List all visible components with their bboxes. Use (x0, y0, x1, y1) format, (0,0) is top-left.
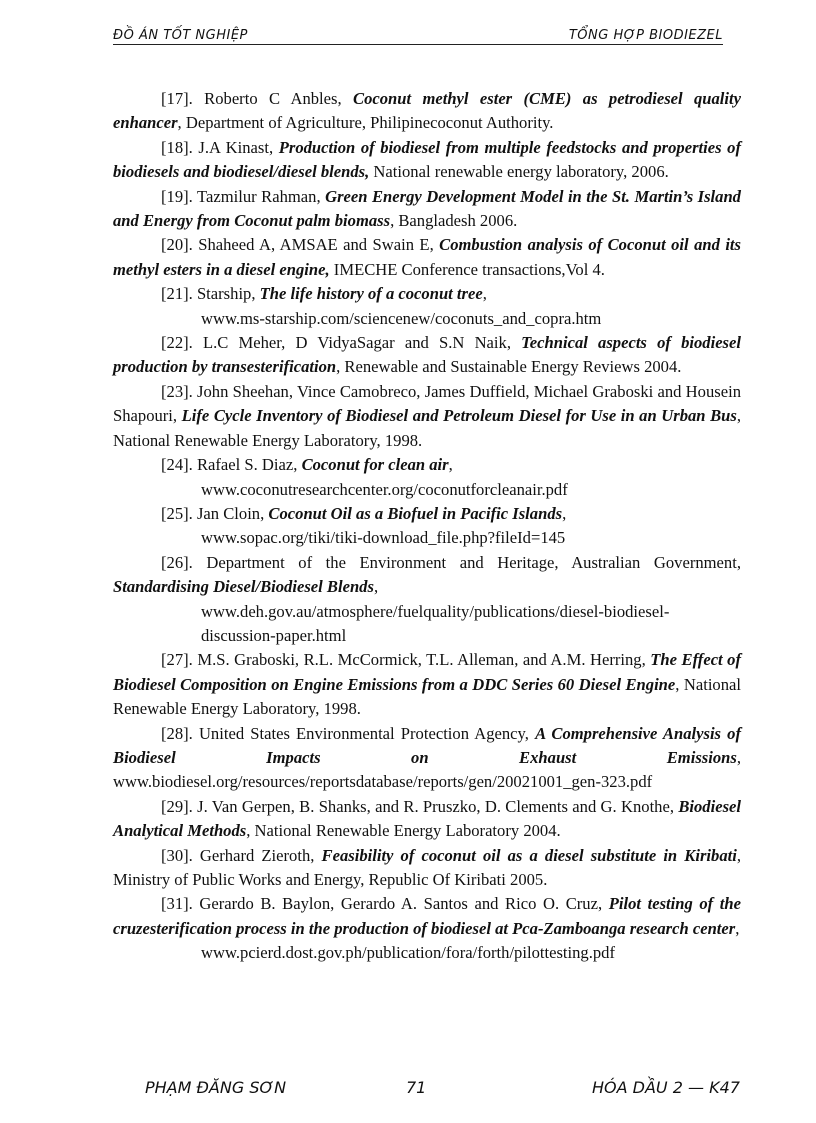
reference-title: The Effect of Biodiesel Composition on Engine Emissions from a DDC Series 60 Diesel Engine (113, 650, 741, 694)
reference-title: Biodiesel Analytical Methods (113, 796, 742, 841)
reference-url: www.coconutresearchcenter.org/coconutforcleanair.pdf (201, 479, 568, 499)
reference-item: [25]. Jan Cloin, Coconut Oil as a Biofuel in Pacific Islands, www.sopac.org/tiki/tiki-download_file.php?fileId=145 (113, 502, 741, 551)
reference-title: Coconut Oil as a Biofuel in Pacific Islands (268, 503, 563, 523)
reference-item: [24]. Rafael S. Diaz, Coconut for clean air, www.coconutresearchcenter.org/coconutforcleanair.pdf (113, 453, 741, 502)
reference-item: [19]. Tazmilur Rahman, Green Energy Development Model in the St. Martin’s Island and Energy from Coconut palm biomass, Bangladesh 2006. (113, 186, 741, 231)
reference-item: [22]. L.C Meher, D VidyaSagar and S.N Naik, Technical aspects of biodiesel production by transesterification, Renewable and Sustainable Energy Reviews 2004. (113, 333, 741, 377)
reference-item: [28]. United States Environmental Protection Agency, A Comprehensive Analysis of Biodiesel Impacts on Exhaust Emissions, www.biodiesel.org/resources/reportsdatabase/reports/gen/20021001_gen-323.pdf (113, 723, 741, 792)
reference-title: Technical aspects of biodiesel production by transesterification (113, 333, 741, 377)
reference-item: [31]. Gerardo B. Baylon, Gerardo A. Santos and Rico O. Cruz, Pilot testing of the cruzesterification process in the production of biodiesel at Pca-Zamboanga research center, www.pcierd.dost.gov.ph/publication/fora/forth/pilottesting.pdf (113, 892, 741, 965)
reference-item: [18]. J.A Kinast, Production of biodiesel from multiple feedstocks and properties of biodiesels and biodiesel/diesel blends, National renewable energy laboratory, 2006. (113, 137, 741, 182)
footer-author: PHẠM ĐĂNG SƠN (145, 1078, 287, 1097)
reference-title: Coconut for clean air (301, 455, 449, 475)
footer-class: HÓA DẦU 2 — K47 (592, 1078, 740, 1097)
header-right-title: TỔNG HỢP BIODIEZEL (568, 28, 723, 43)
reference-url: www.sopac.org/tiki/tiki-download_file.php?fileId=145 (201, 528, 566, 548)
reference-title: A Comprehensive Analysis of Biodiesel Impacts on Exhaust Emissions (113, 723, 741, 767)
reference-title: Coconut methyl ester (CME) as petrodiesel quality enhancer (113, 89, 741, 133)
reference-title: Combustion analysis of Coconut oil and its methyl esters in a diesel engine, (113, 235, 741, 279)
reference-item: [20]. Shaheed A, AMSAE and Swain E, Combustion analysis of Coconut oil and its methyl esters in a diesel engine, IMECHE Conference transactions,Vol 4. (113, 235, 741, 279)
reference-item: [30]. Gerhard Zieroth, Feasibility of coconut oil as a diesel substitute in Kiribati, Ministry of Public Works and Energy, Republic Of Kiribati 2005. (113, 845, 741, 889)
reference-item: [17]. Roberto C Anbles, Coconut methyl ester (CME) as petrodiesel quality enhancer, Department of Agriculture, Philipinecoconut Authority. (113, 89, 741, 133)
reference-item: [27]. M.S. Graboski, R.L. McCormick, T.L. Alleman, and A.M. Herring, The Effect of Biodiesel Composition on Engine Emissions from a DDC Series 60 Diesel Engine, National Renewable Energy Laboratory, 1998. (113, 650, 741, 719)
reference-url: www.deh.gov.au/atmosphere/fuelquality/publications/diesel-biodiesel-discussion-paper.html (201, 601, 670, 645)
reference-url: www.ms-starship.com/sciencenew/coconuts_and_copra.htm (201, 308, 602, 328)
reference-item: [29]. J. Van Gerpen, B. Shanks, and R. Pruszko, D. Clements and G. Knothe, Biodiesel Analytical Methods, National Renewable Energy Laboratory 2004. (113, 796, 742, 841)
reference-title: Life Cycle Inventory of Biodiesel and Petroleum Diesel for Use in an Urban Bus (181, 406, 737, 426)
reference-list (113, 87, 741, 966)
reference-title: Pilot testing of the cruzesterification process in the production of biodiesel at Pca-Zamboanga research center (113, 894, 741, 938)
reference-item: [26]. Department of the Environment and Heritage, Australian Government, Standardising Diesel/Biodiesel Blends, www.deh.gov.au/atmosphere/fuelquality/publications/diesel-biodiesel-discussion-paper.html (113, 551, 741, 649)
reference-title: The life history of a coconut tree (259, 284, 483, 304)
reference-item: [21]. Starship, The life history of a coconut tree, www.ms-starship.com/sciencenew/coconuts_and_copra.htm (113, 282, 741, 331)
reference-title: Green Energy Development Model in the St. Martin’s Island and Energy from Coconut palm biomass (113, 186, 741, 231)
reference-title: Standardising Diesel/Biodiesel Blends (113, 577, 374, 597)
reference-title: Production of biodiesel from multiple feedstocks and properties of biodiesels and biodiesel/diesel blends, (113, 137, 741, 182)
header-divider (113, 44, 723, 45)
reference-url: www.pcierd.dost.gov.ph/publication/fora/forth/pilottesting.pdf (201, 943, 616, 963)
header-left-title: ĐỒ ÁN TỐT NGHIỆP (113, 28, 248, 43)
reference-title: Feasibility of coconut oil as a diesel substitute in Kiribati (321, 845, 737, 865)
footer-page-number: 71 (406, 1078, 427, 1097)
reference-item: [23]. John Sheehan, Vince Camobreco, James Duffield, Michael Graboski and Housein Shapouri, Life Cycle Inventory of Biodiesel and Petroleum Diesel for Use in an Urban Bus, National Renewable Energy Laboratory, 1998. (113, 381, 741, 450)
